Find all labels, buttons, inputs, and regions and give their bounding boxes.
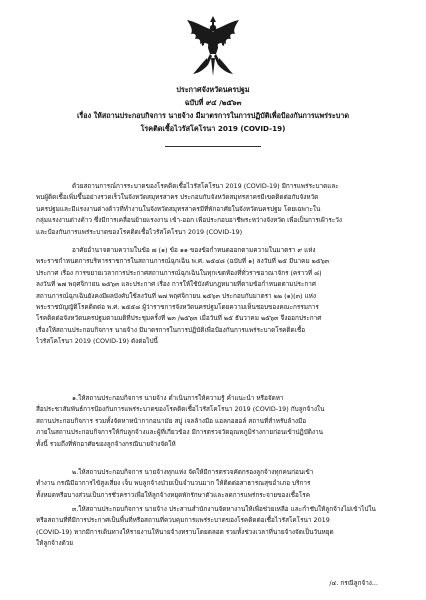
paragraph-line: หรือสถานที่ที่มีการประกาศเป็นพื้นที่หรือสถานที่ควบคุมการแพร่ระบาดของโรคติดต่อเชื้อไวรัสโคโรนา 2019 bbox=[36, 516, 330, 525]
issue-number: ฉบับที่ ๙๔ /๒๕๖๓ bbox=[184, 98, 242, 107]
paragraph-line: พบผู้ติดเชื้อเพิ่มขึ้นอย่างรวดเร็วในจังหวัดสมุทรสาคร ประกอบกับจังหวัดสมุทรสาครมีเขตติดต่อกับจังหวัด bbox=[36, 193, 319, 202]
paragraph-4 bbox=[36, 467, 396, 501]
garuda-emblem-icon bbox=[183, 14, 243, 78]
paragraph-line: ทั้งหมดหรือบางส่วนเป็นการชั่วคราวเพื่อให้ลูกจ้างหยุดพักรักษาตัวและลดการแพร่กระจายของเชื้อโรค bbox=[36, 490, 310, 499]
paragraph-line: ๓.ให้สถานประกอบกิจการ นายจ้าง ประสานสำนักงานจัดหางานให้เพื่อช่วยเหลือ และกำชับให้ลูกจ้างไม่เข้าไปใน bbox=[72, 505, 376, 513]
paragraph-line: กลุ่มแรงงานต่างด้าว ซึ่งมีการเคลื่อนย้ายแรงงาน เข้า-ออก เพื่อประกอบอาชีพระหว่างจังหวัด เพื่อเป็นการเฝ้าระวัง bbox=[36, 216, 342, 225]
paragraph-5 bbox=[36, 504, 396, 550]
paragraph-line: ให้ลูกจ้างด้วย bbox=[36, 539, 74, 548]
paragraph-1 bbox=[36, 181, 396, 238]
paragraph-line: และป้องกันการแพร่ระบาดของโรคติดเชื้อไวรัสโคโรนา 2019 (COVID-19) bbox=[36, 227, 243, 236]
paragraph-line: ๑.ให้สถานประกอบกิจการ นายจ้าง ดำเนินการให้ความรู้ คำแนะนำ หรือจัดหา bbox=[72, 394, 284, 402]
paragraph-line: เรื่องให้สถานประกอบกิจการ นายจ้าง มีมาตรการในการปฏิบัติเพื่อป้องกันการแพร่ระบาดโรคติดเชื้อ bbox=[36, 325, 306, 334]
paragraph-line: ๒.ให้สถานประกอบกิจการ นายจ้างทุกแห่ง จัดให้มีการตรวจคัดกรองลูกจ้างทุกคนก่อนเข้า bbox=[72, 468, 314, 476]
subject-line-1: เรื่อง ให้สถานประกอบกิจการ นายจ้าง มีมาตรการในการปฏิบัติเพื่อป้องกันการแพร่ระบาด bbox=[76, 111, 350, 120]
paragraph-line: พระราชกำหนดการบริหารราชการในสถานการณ์ฉุกเฉิน พ.ศ. ๒๕๔๘ (ฉบับที่ ๑) ลงวันที่ ๒๕ มีนาคม ๒๕๖๓ bbox=[36, 257, 330, 266]
paragraph-line: ทั้งนี้ รวมถึงที่พักอาศัยของลูกจ้างกรณีนายจ้างจัดให้ bbox=[36, 439, 176, 448]
paragraph-line: (COVID-19) หากมีการเดินทางให้รายงานให้นายจ้างทราบโดยตลอด รวมทั้งช่วงเวลาที่นายจ้างจัดเป็นวันหยุด bbox=[36, 527, 334, 536]
paragraph-line: สถานการณ์ฉุกเฉินยังคงมีผลบังคับใช้ลงวันที่ ๒๗ พฤศจิกายน ๒๕๖๓ ประกอบกับมาตรา ๒๒ (๑)(๓) แห่ง bbox=[36, 291, 317, 300]
heading-divider bbox=[165, 146, 261, 147]
paragraph-line: ลงวันที่ ๒๗ พฤศจิกายน ๒๕๖๓ และประกาศ เรื่อง การให้ใช้บังคับกฎหมายที่ตามข้อกำหนดตามประกาศ bbox=[36, 280, 316, 289]
paragraph-2 bbox=[36, 245, 396, 348]
paragraph-line: ประกาศ เรื่อง การขยายเวลาการประกาศสถานการณ์ฉุกเฉินในทุกเขตท้องที่ทั่วราชอาณาจักร (คราวที่ ๘) bbox=[36, 268, 322, 277]
paragraph-line: ภายในสถานประกอบกิจการให้กับลูกจ้างและผู้ที่เกี่ยวข้อง มีการตรวจวัดอุณหภูมิร่างกายก่อนเข้าปฏิบัติงาน bbox=[36, 428, 323, 437]
paragraph-line: โรคติดต่อจังหวัดนครปฐมตามมติที่ประชุมครั้งที่ ๒๓ /๒๕๖๓ เมื่อวันที่ ๒๕ ธันวาคม ๒๕๖๓ จึงออกประกาศ bbox=[36, 314, 322, 323]
paragraph-line: ด้วยสถานการณ์การระบาดของโรคติดเชื้อไวรัสโคโรนา 2019 (COVID-19) มีการแพร่ระบาดและ bbox=[72, 182, 339, 190]
paragraph-line: สื่อประชาสัมพันธ์การป้องกันการแพร่ระบาดของโรคติดเชื้อไวรัสโคโรนา 2019 (COVID-19) กับลูกจ้างใน bbox=[36, 405, 325, 414]
paragraph-line: ไวรัสโคโรนา 2019 (COVID-19) ดังต่อไปนี้ bbox=[36, 337, 158, 346]
paragraph-3 bbox=[36, 393, 396, 450]
paragraph-line: ทำงาน กรณีมีอาการไข้สูงเสี่ยง เจ็บ พบลูกจ้างป่วยเป็นจำนวนมาก ให้ติดต่อสาธารณสุขอำเภอ บริการ bbox=[36, 479, 311, 488]
paragraph-line: นครปฐมและมีแรงงานต่างด้าวที่ทำงานในจังหวัดสมุทรสาครมีที่พักอาศัยในจังหวัดนครปฐม โดยเฉพาะใน bbox=[36, 204, 321, 213]
subject-line-2: โรคติดเชื้อไวรัสโคโรนา 2019 (COVID-19) bbox=[140, 124, 286, 133]
announcement-title: ประกาศจังหวัดนครปฐม bbox=[176, 85, 250, 94]
page-continuation: /๔. กรณีลูกจ้าง... bbox=[329, 579, 378, 587]
paragraph-line: พระราชบัญญัติโรคติดต่อ พ.ศ. ๒๕๕๘ ผู้ว่าราชการจังหวัดนครปฐมโดยความเห็นชอบของคณะกรรมการ bbox=[36, 302, 319, 311]
paragraph-line: อาศัยอำนาจตามความในข้อ ๗ (๑) ข้อ ๑๑ ของข้อกำหนดออกตามความในมาตรา ๙ แห่ง bbox=[72, 246, 316, 254]
paragraph-line: สถานประกอบกิจการ รวมทั้งจัดหาหน้ากากอนามัย สบู่ เจลล้างมือ แอลกอฮอล์ สถานที่สำหรับล้างมือ bbox=[36, 416, 307, 425]
